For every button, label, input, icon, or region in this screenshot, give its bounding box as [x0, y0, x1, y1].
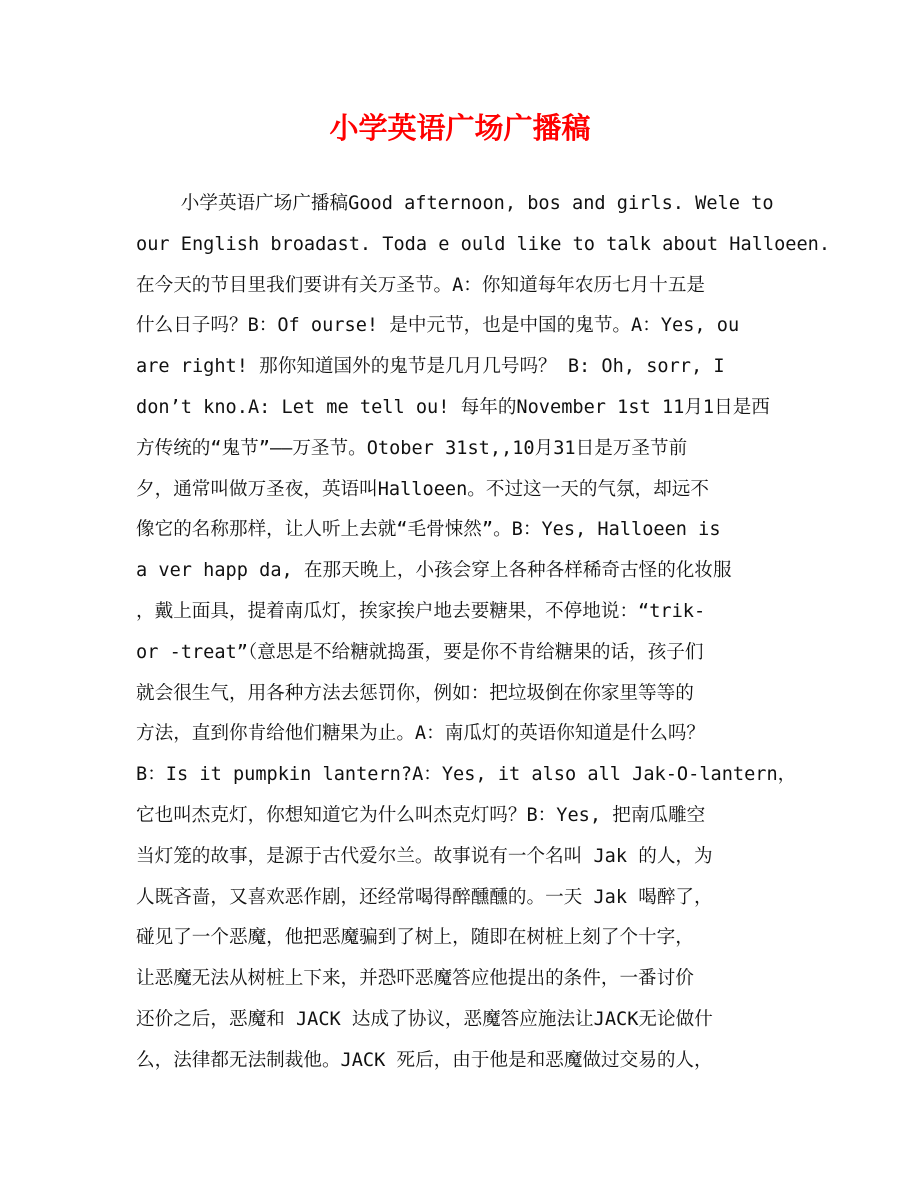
body-line: 夕，通常叫做万圣夜，英语叫Halloeen。不过这一天的气氛，却远不	[136, 478, 709, 500]
body-line: 方法，直到你肯给他们糖果为止。A：南瓜灯的英语你知道是什么吗？	[136, 723, 706, 745]
body-line: B：Is it pumpkin lantern?A：Yes, it also all Jak-O-lantern，	[136, 764, 797, 786]
body-line: 小学英语广场广播稿Good afternoon, bos and girls. Wele to	[136, 193, 774, 214]
body-line: 人既吝啬，又喜欢恶作剧，还经常喝得醉醺醺的。一天 Jak 喝醉了，	[136, 886, 713, 908]
document-title: 小学英语广场广播稿	[329, 111, 591, 145]
document-body	[136, 184, 831, 1082]
body-line: don’t kno.A: Let me tell ou! 每年的November 1st 11月1日是西	[136, 396, 770, 418]
body-line: 么，法律都无法制裁他。JACK 死后，由于他是和恶魔做过交易的人，	[136, 1049, 713, 1071]
body-line: 还价之后，恶魔和 JACK 达成了协议，恶魔答应施法让JACK无论做什	[136, 1008, 713, 1030]
body-line: 像它的名称那样，让人听上去就“毛骨悚然”。B：Yes, Halloeen is	[136, 519, 721, 541]
body-line: are right! 那你知道国外的鬼节是几月几号吗？ B: Oh, sorr, I	[136, 356, 725, 378]
body-line: 在今天的节目里我们要讲有关万圣节。A：你知道每年农历七月十五是	[136, 274, 706, 296]
body-line: 碰见了一个恶魔，他把恶魔骗到了树上，随即在树桩上刻了个十字，	[136, 927, 694, 949]
body-line: 当灯笼的故事，是源于古代爱尔兰。故事说有一个名叫 Jak 的人，为	[136, 845, 713, 867]
body-line: 让恶魔无法从树桩上下来，并恐吓恶魔答应他提出的条件，一番讨价	[136, 968, 694, 990]
body-line: a ver happ da, 在那天晚上，小孩会穿上各种各样稀奇古怪的化妆服	[136, 560, 732, 582]
body-line: or -treat”（意思是不给糖就捣蛋，要是你不肯给糖果的话，孩子们	[136, 641, 704, 663]
body-line: 就会很生气，用各种方法去惩罚你，例如：把垃圾倒在你家里等等的	[136, 682, 694, 704]
body-line: our English broadast. Toda e ould like to talk about Halloeen.	[136, 233, 831, 255]
body-line: ，戴上面具，提着南瓜灯，挨家挨户地去要糖果，不停地说：“trik-	[136, 600, 706, 622]
body-line: 方传统的“鬼节”——万圣节。Otober 31st,,10月31日是万圣节前	[136, 437, 688, 459]
body-line: 什么日子吗？B：Of ourse! 是中元节，也是中国的鬼节。A：Yes, ou	[136, 315, 740, 337]
body-line: 它也叫杰克灯，你想知道它为什么叫杰克灯吗？B：Yes, 把南瓜雕空	[136, 804, 706, 826]
